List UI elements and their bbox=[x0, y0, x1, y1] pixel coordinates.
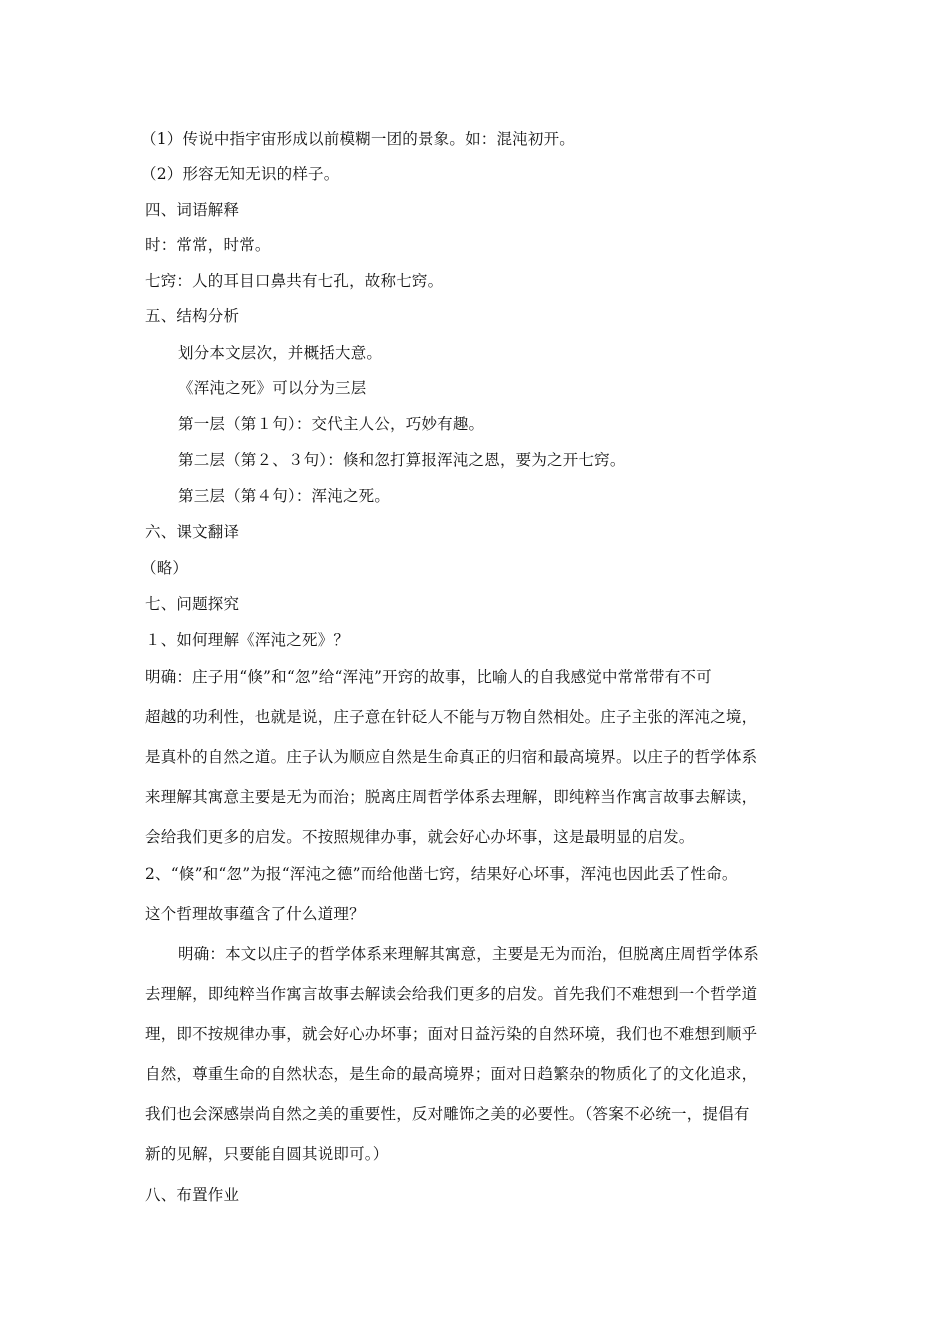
section-6-heading: 六、课文翻译 bbox=[145, 523, 240, 541]
answer-2-line: 自然，尊重生命的自然状态，是生命的最高境界；面对日趋繁杂的物质化了的文化追求， bbox=[145, 1065, 758, 1083]
structure-note: 《浑沌之死》可以分为三层 bbox=[178, 379, 367, 397]
layer-1: 第一层（第１句）：交代主人公，巧妙有趣。 bbox=[178, 415, 485, 433]
section-5-heading: 五、结构分析 bbox=[145, 307, 240, 325]
translation-omitted: （略） bbox=[141, 559, 189, 577]
definition-2: （2）形容无知无识的样子。 bbox=[141, 165, 340, 183]
question-2-line: 这个哲理故事蕴含了什么道理？ bbox=[145, 905, 365, 923]
layer-2: 第二层（第２、３句）：倏和忽打算报浑沌之恩，要为之开七窍。 bbox=[178, 451, 626, 469]
answer-1-line: 超越的功利性，也就是说，庄子意在针砭人不能与万物自然相处。庄子主张的浑沌之境， bbox=[145, 708, 758, 726]
layer-3: 第三层（第４句）：浑沌之死。 bbox=[178, 487, 391, 505]
answer-2-line: 新的见解，只要能自圆其说即可。） bbox=[145, 1145, 389, 1163]
term-qiqiao: 七窍：人的耳目口鼻共有七孔，故称七窍。 bbox=[145, 272, 444, 290]
answer-2-line: 理，即不按规律办事，就会好心办坏事；面对日益污染的自然环境，我们也不难想到顺乎 bbox=[145, 1025, 758, 1043]
question-2-line: 2、“倏”和“忽”为报“浑沌之德”而给他凿七窍，结果好心坏事，浑沌也因此丢了性命。 bbox=[145, 865, 738, 883]
section-7-heading: 七、问题探究 bbox=[145, 595, 240, 613]
answer-2-line: 明确：本文以庄子的哲学体系来理解其寓意，主要是无为而治，但脱离庄周哲学体系 bbox=[178, 945, 759, 963]
question-1: １、如何理解《浑沌之死》？ bbox=[145, 631, 350, 649]
answer-2-line: 我们也会深感崇尚自然之美的重要性，反对雕饰之美的必要性。（答案不必统一，提倡有 bbox=[145, 1105, 750, 1123]
answer-2-line: 去理解，即纯粹当作寓言故事去解读会给我们更多的启发。首先我们不难想到一个哲学道 bbox=[145, 985, 758, 1003]
structure-intro: 划分本文层次，并概括大意。 bbox=[178, 344, 383, 362]
answer-1-line: 来理解其寓意主要是无为而治；脱离庄周哲学体系去理解，即纯粹当作寓言故事去解读， bbox=[145, 788, 758, 806]
answer-1-line: 会给我们更多的启发。不按照规律办事，就会好心办坏事，这是最明显的启发。 bbox=[145, 828, 695, 846]
answer-1-line: 明确：庄子用“倏”和“忽”给“浑沌”开窍的故事，比喻人的自我感觉中常常带有不可 bbox=[145, 668, 712, 686]
section-8-heading: 八、布置作业 bbox=[145, 1186, 240, 1204]
term-shi: 时：常常，时常。 bbox=[145, 236, 271, 254]
answer-1-line: 是真朴的自然之道。庄子认为顺应自然是生命真正的归宿和最高境界。以庄子的哲学体系 bbox=[145, 748, 758, 766]
definition-1: （1）传说中指宇宙形成以前模糊一团的景象。如：混沌初开。 bbox=[141, 130, 575, 148]
section-4-heading: 四、词语解释 bbox=[145, 201, 240, 219]
